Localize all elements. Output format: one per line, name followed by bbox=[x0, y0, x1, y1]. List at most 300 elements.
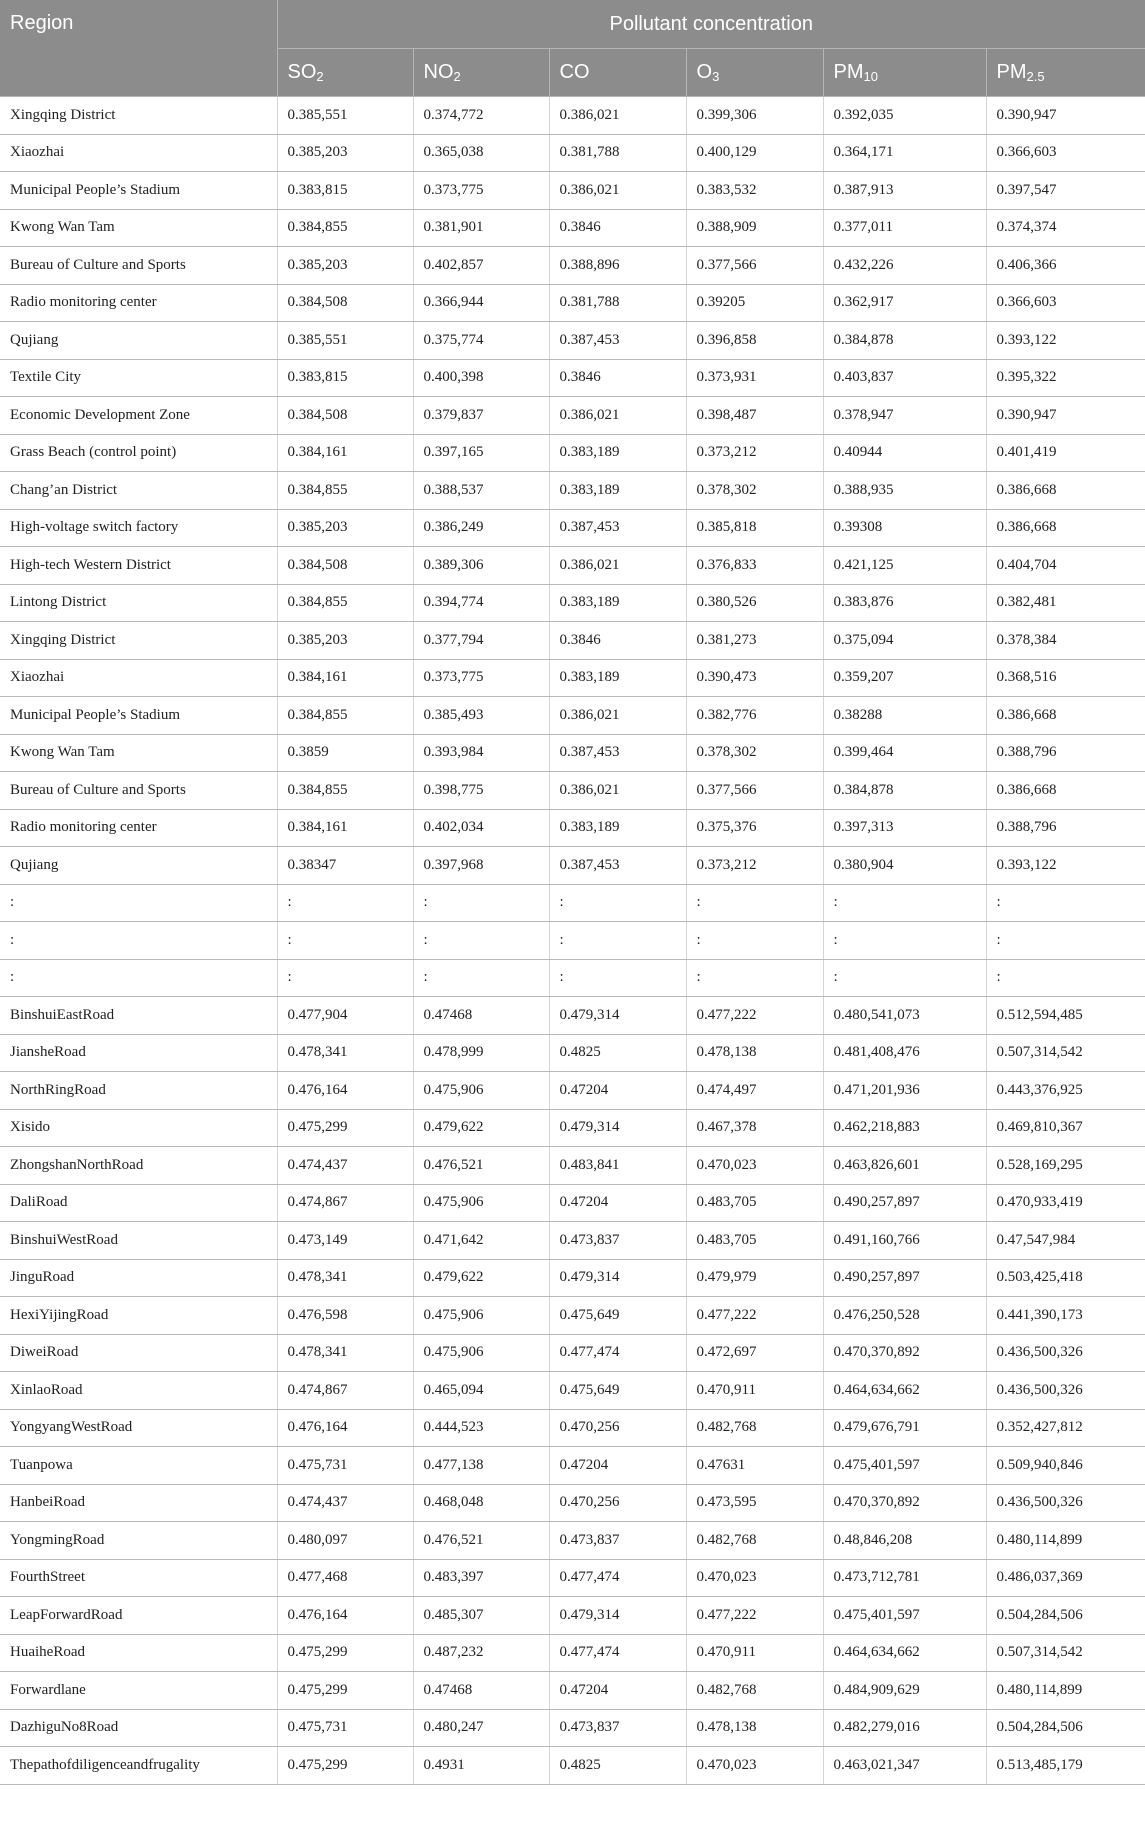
pm25-cell: 0.528,169,295 bbox=[986, 1147, 1145, 1185]
table-row bbox=[0, 284, 1145, 322]
co-cell: 0.475,649 bbox=[549, 1372, 686, 1410]
region-cell: DiweiRoad bbox=[0, 1334, 277, 1372]
pm25-cell: 0.507,314,542 bbox=[986, 1034, 1145, 1072]
o3-cell: 0.477,222 bbox=[686, 997, 823, 1035]
so2-cell: 0.475,731 bbox=[277, 1709, 413, 1747]
pm25-cell: 0.395,322 bbox=[986, 359, 1145, 397]
table-row bbox=[0, 209, 1145, 247]
o3-cell: 0.479,979 bbox=[686, 1259, 823, 1297]
no2-cell: 0.444,523 bbox=[413, 1409, 549, 1447]
table-row bbox=[0, 1634, 1145, 1672]
pm10-cell: 0.491,160,766 bbox=[823, 1222, 986, 1260]
pm10-cell: 0.377,011 bbox=[823, 209, 986, 247]
table-row bbox=[0, 1522, 1145, 1560]
region-cell: HanbeiRoad bbox=[0, 1484, 277, 1522]
pm25-cell: 0.470,933,419 bbox=[986, 1184, 1145, 1222]
so2-cell: 0.384,855 bbox=[277, 209, 413, 247]
region-cell: BinshuiWestRoad bbox=[0, 1222, 277, 1260]
region-cell: HexiYijingRoad bbox=[0, 1297, 277, 1335]
table-row bbox=[0, 1259, 1145, 1297]
region-cell: XinlaoRoad bbox=[0, 1372, 277, 1410]
table-row bbox=[0, 772, 1145, 810]
so2-cell: 0.384,855 bbox=[277, 584, 413, 622]
table-row bbox=[0, 1034, 1145, 1072]
so2-cell: 0.38347 bbox=[277, 847, 413, 885]
pm10-cell: 0.482,279,016 bbox=[823, 1709, 986, 1747]
o3-cell: 0.478,138 bbox=[686, 1709, 823, 1747]
pm25-cell: 0.366,603 bbox=[986, 134, 1145, 172]
pm10-cell: 0.362,917 bbox=[823, 284, 986, 322]
co-cell: 0.383,189 bbox=[549, 472, 686, 510]
pm10-cell: : bbox=[823, 922, 986, 960]
pm10-cell: 0.380,904 bbox=[823, 847, 986, 885]
co-cell: 0.3846 bbox=[549, 359, 686, 397]
no2-cell: 0.373,775 bbox=[413, 172, 549, 210]
no2-cell: 0.386,249 bbox=[413, 509, 549, 547]
no2-cell: 0.475,906 bbox=[413, 1297, 549, 1335]
pm10-cell: 0.383,876 bbox=[823, 584, 986, 622]
o3-cell: 0.477,222 bbox=[686, 1597, 823, 1635]
co-cell: 0.4825 bbox=[549, 1747, 686, 1785]
so2-cell: 0.474,437 bbox=[277, 1147, 413, 1185]
co-cell: 0.473,837 bbox=[549, 1709, 686, 1747]
no2-cell: 0.366,944 bbox=[413, 284, 549, 322]
table-row bbox=[0, 472, 1145, 510]
pollutant-header-o3: $O_3$ bbox=[686, 49, 823, 97]
no2-cell: 0.397,165 bbox=[413, 434, 549, 472]
o3-cell: 0.470,023 bbox=[686, 1559, 823, 1597]
region-cell: Bureau of Culture and Sports bbox=[0, 247, 277, 285]
pm10-cell: 0.470,370,892 bbox=[823, 1334, 986, 1372]
so2-cell: : bbox=[277, 884, 413, 922]
pm10-cell: 0.464,634,662 bbox=[823, 1372, 986, 1410]
pm10-cell: : bbox=[823, 884, 986, 922]
o3-cell: 0.400,129 bbox=[686, 134, 823, 172]
region-cell: Xiaozhai bbox=[0, 134, 277, 172]
no2-cell: 0.483,397 bbox=[413, 1559, 549, 1597]
pm10-cell: 0.384,878 bbox=[823, 322, 986, 360]
table-row bbox=[0, 547, 1145, 585]
pm10-cell: 0.479,676,791 bbox=[823, 1409, 986, 1447]
pm25-cell: 0.390,947 bbox=[986, 97, 1145, 135]
co-cell: 0.387,453 bbox=[549, 847, 686, 885]
pm25-cell: 0.509,940,846 bbox=[986, 1447, 1145, 1485]
co-cell: 0.483,841 bbox=[549, 1147, 686, 1185]
co-cell: 0.383,189 bbox=[549, 809, 686, 847]
table-row bbox=[0, 1409, 1145, 1447]
no2-cell: 0.477,138 bbox=[413, 1447, 549, 1485]
co-cell: 0.388,896 bbox=[549, 247, 686, 285]
no2-cell: 0.475,906 bbox=[413, 1072, 549, 1110]
so2-cell: 0.475,731 bbox=[277, 1447, 413, 1485]
region-cell: Municipal People’s Stadium bbox=[0, 697, 277, 735]
table-row bbox=[0, 997, 1145, 1035]
o3-cell: 0.47631 bbox=[686, 1447, 823, 1485]
pm25-cell: 0.406,366 bbox=[986, 247, 1145, 285]
region-cell: Economic Development Zone bbox=[0, 397, 277, 435]
co-cell: 0.477,474 bbox=[549, 1334, 686, 1372]
so2-cell: 0.474,867 bbox=[277, 1184, 413, 1222]
pm25-cell: 0.366,603 bbox=[986, 284, 1145, 322]
no2-cell: 0.389,306 bbox=[413, 547, 549, 585]
pm25-cell: 0.388,796 bbox=[986, 809, 1145, 847]
no2-cell: 0.400,398 bbox=[413, 359, 549, 397]
table-row bbox=[0, 359, 1145, 397]
so2-cell: 0.384,855 bbox=[277, 472, 413, 510]
pm10-cell: 0.480,541,073 bbox=[823, 997, 986, 1035]
no2-cell: 0.381,901 bbox=[413, 209, 549, 247]
region-cell: FourthStreet bbox=[0, 1559, 277, 1597]
o3-cell: 0.482,768 bbox=[686, 1522, 823, 1560]
no2-cell: 0.475,906 bbox=[413, 1184, 549, 1222]
o3-cell: 0.39205 bbox=[686, 284, 823, 322]
pm10-cell: 0.403,837 bbox=[823, 359, 986, 397]
pm25-cell: 0.486,037,369 bbox=[986, 1559, 1145, 1597]
co-cell: 0.479,314 bbox=[549, 997, 686, 1035]
o3-cell: 0.377,566 bbox=[686, 772, 823, 810]
o3-cell: 0.482,768 bbox=[686, 1672, 823, 1710]
pm25-cell: 0.480,114,899 bbox=[986, 1522, 1145, 1560]
pollutant-header-so2: $SO_2$ bbox=[277, 49, 413, 97]
pm25-cell: 0.390,947 bbox=[986, 397, 1145, 435]
pm25-cell: 0.401,419 bbox=[986, 434, 1145, 472]
co-cell: 0.386,021 bbox=[549, 397, 686, 435]
table-row bbox=[0, 1672, 1145, 1710]
region-cell: JinguRoad bbox=[0, 1259, 277, 1297]
no2-cell: 0.475,906 bbox=[413, 1334, 549, 1372]
table-row bbox=[0, 847, 1145, 885]
so2-cell: 0.385,551 bbox=[277, 322, 413, 360]
o3-cell: 0.380,526 bbox=[686, 584, 823, 622]
table-row bbox=[0, 509, 1145, 547]
pm10-cell: 0.471,201,936 bbox=[823, 1072, 986, 1110]
o3-cell: 0.470,911 bbox=[686, 1372, 823, 1410]
pollutant-header-pm10: $PM_{10}$ bbox=[823, 49, 986, 97]
co-cell: 0.383,189 bbox=[549, 659, 686, 697]
so2-cell: : bbox=[277, 959, 413, 997]
table-row bbox=[0, 734, 1145, 772]
o3-cell: : bbox=[686, 884, 823, 922]
table-row bbox=[0, 397, 1145, 435]
no2-cell: 0.47468 bbox=[413, 997, 549, 1035]
no2-cell: 0.479,622 bbox=[413, 1259, 549, 1297]
region-cell: Bureau of Culture and Sports bbox=[0, 772, 277, 810]
pm10-cell: 0.484,909,629 bbox=[823, 1672, 986, 1710]
pm25-cell: 0.368,516 bbox=[986, 659, 1145, 697]
region-cell: Kwong Wan Tam bbox=[0, 209, 277, 247]
o3-cell: 0.470,911 bbox=[686, 1634, 823, 1672]
pm25-cell: 0.374,374 bbox=[986, 209, 1145, 247]
pm25-cell: 0.382,481 bbox=[986, 584, 1145, 622]
table-row bbox=[0, 1184, 1145, 1222]
co-cell: : bbox=[549, 959, 686, 997]
pm25-cell: 0.504,284,506 bbox=[986, 1597, 1145, 1635]
table-header bbox=[0, 0, 1145, 97]
pm25-cell: 0.443,376,925 bbox=[986, 1072, 1145, 1110]
co-cell: 0.473,837 bbox=[549, 1522, 686, 1560]
pm10-cell: 0.38288 bbox=[823, 697, 986, 735]
no2-cell: 0.385,493 bbox=[413, 697, 549, 735]
pm25-cell: 0.388,796 bbox=[986, 734, 1145, 772]
table-row bbox=[0, 1709, 1145, 1747]
so2-cell: 0.474,437 bbox=[277, 1484, 413, 1522]
table-row bbox=[0, 134, 1145, 172]
no2-cell: 0.468,048 bbox=[413, 1484, 549, 1522]
co-cell: 0.386,021 bbox=[549, 697, 686, 735]
o3-cell: 0.399,306 bbox=[686, 97, 823, 135]
table-row bbox=[0, 884, 1145, 922]
table-row bbox=[0, 97, 1145, 135]
no2-cell: 0.471,642 bbox=[413, 1222, 549, 1260]
pm10-cell: 0.378,947 bbox=[823, 397, 986, 435]
no2-cell: 0.365,038 bbox=[413, 134, 549, 172]
no2-cell: 0.478,999 bbox=[413, 1034, 549, 1072]
table-row bbox=[0, 172, 1145, 210]
o3-cell: 0.373,931 bbox=[686, 359, 823, 397]
pm10-cell: 0.475,401,597 bbox=[823, 1597, 986, 1635]
no2-cell: 0.373,775 bbox=[413, 659, 549, 697]
pm10-cell: 0.384,878 bbox=[823, 772, 986, 810]
pm25-cell: 0.480,114,899 bbox=[986, 1672, 1145, 1710]
no2-cell: : bbox=[413, 884, 549, 922]
so2-cell: 0.478,341 bbox=[277, 1034, 413, 1072]
co-cell: 0.3846 bbox=[549, 209, 686, 247]
region-cell: DazhiguNo8Road bbox=[0, 1709, 277, 1747]
o3-cell: 0.381,273 bbox=[686, 622, 823, 660]
o3-cell: 0.478,138 bbox=[686, 1034, 823, 1072]
o3-cell: : bbox=[686, 922, 823, 960]
pm25-cell: 0.393,122 bbox=[986, 322, 1145, 360]
o3-cell: 0.373,212 bbox=[686, 847, 823, 885]
pollutant-header-pm25: $PM_{2.5}$ bbox=[986, 49, 1145, 97]
co-cell: 0.479,314 bbox=[549, 1259, 686, 1297]
table-body bbox=[0, 97, 1145, 1785]
o3-cell: 0.470,023 bbox=[686, 1147, 823, 1185]
pm25-cell: 0.436,500,326 bbox=[986, 1372, 1145, 1410]
no2-cell: 0.397,968 bbox=[413, 847, 549, 885]
o3-cell: 0.373,212 bbox=[686, 434, 823, 472]
co-cell: 0.470,256 bbox=[549, 1409, 686, 1447]
pm10-cell: 0.475,401,597 bbox=[823, 1447, 986, 1485]
table-row bbox=[0, 1559, 1145, 1597]
co-cell: 0.386,021 bbox=[549, 547, 686, 585]
region-cell: Xiaozhai bbox=[0, 659, 277, 697]
no2-cell: 0.393,984 bbox=[413, 734, 549, 772]
o3-cell: 0.470,023 bbox=[686, 1747, 823, 1785]
o3-cell: 0.398,487 bbox=[686, 397, 823, 435]
pm25-cell: 0.513,485,179 bbox=[986, 1747, 1145, 1785]
pm10-cell: 0.359,207 bbox=[823, 659, 986, 697]
pm25-cell: 0.504,284,506 bbox=[986, 1709, 1145, 1747]
region-cell: Chang’an District bbox=[0, 472, 277, 510]
pm25-cell: 0.503,425,418 bbox=[986, 1259, 1145, 1297]
so2-cell: 0.476,598 bbox=[277, 1297, 413, 1335]
o3-cell: 0.375,376 bbox=[686, 809, 823, 847]
so2-cell: 0.474,867 bbox=[277, 1372, 413, 1410]
pm10-cell: 0.39308 bbox=[823, 509, 986, 547]
table-row bbox=[0, 1334, 1145, 1372]
so2-cell: 0.477,904 bbox=[277, 997, 413, 1035]
table-row bbox=[0, 1297, 1145, 1335]
no2-cell: 0.398,775 bbox=[413, 772, 549, 810]
table-row bbox=[0, 659, 1145, 697]
no2-cell: 0.465,094 bbox=[413, 1372, 549, 1410]
so2-cell: 0.384,508 bbox=[277, 397, 413, 435]
region-cell: JiansheRoad bbox=[0, 1034, 277, 1072]
pm10-cell: 0.399,464 bbox=[823, 734, 986, 772]
region-cell: High-tech Western District bbox=[0, 547, 277, 585]
table-row bbox=[0, 1109, 1145, 1147]
pm10-cell: 0.48,846,208 bbox=[823, 1522, 986, 1560]
co-cell: 0.477,474 bbox=[549, 1559, 686, 1597]
so2-cell: 0.384,161 bbox=[277, 659, 413, 697]
region-cell: Forwardlane bbox=[0, 1672, 277, 1710]
pm25-cell: 0.386,668 bbox=[986, 772, 1145, 810]
co-cell: 0.381,788 bbox=[549, 134, 686, 172]
no2-cell: 0.476,521 bbox=[413, 1522, 549, 1560]
o3-cell: 0.472,697 bbox=[686, 1334, 823, 1372]
no2-cell: 0.487,232 bbox=[413, 1634, 549, 1672]
no2-cell: 0.476,521 bbox=[413, 1147, 549, 1185]
no2-cell: 0.485,307 bbox=[413, 1597, 549, 1635]
co-cell: 0.381,788 bbox=[549, 284, 686, 322]
so2-cell: 0.476,164 bbox=[277, 1072, 413, 1110]
pollutant-header-co: CO bbox=[549, 49, 686, 97]
region-cell: YongmingRoad bbox=[0, 1522, 277, 1560]
table-row bbox=[0, 1484, 1145, 1522]
pm25-cell: 0.47,547,984 bbox=[986, 1222, 1145, 1260]
so2-cell: 0.383,815 bbox=[277, 172, 413, 210]
so2-cell: 0.476,164 bbox=[277, 1409, 413, 1447]
table-row bbox=[0, 1372, 1145, 1410]
co-cell: 0.47204 bbox=[549, 1447, 686, 1485]
so2-cell: 0.475,299 bbox=[277, 1634, 413, 1672]
no2-cell: 0.402,857 bbox=[413, 247, 549, 285]
region-cell: : bbox=[0, 922, 277, 960]
pm10-cell: 0.432,226 bbox=[823, 247, 986, 285]
pm25-cell: 0.507,314,542 bbox=[986, 1634, 1145, 1672]
co-cell: 0.4825 bbox=[549, 1034, 686, 1072]
so2-cell: 0.385,203 bbox=[277, 622, 413, 660]
co-cell: 0.47204 bbox=[549, 1072, 686, 1110]
no2-cell: : bbox=[413, 959, 549, 997]
pm25-cell: 0.386,668 bbox=[986, 472, 1145, 510]
pm25-cell: 0.386,668 bbox=[986, 697, 1145, 735]
region-cell: ZhongshanNorthRoad bbox=[0, 1147, 277, 1185]
o3-cell: 0.378,302 bbox=[686, 472, 823, 510]
table-row bbox=[0, 1597, 1145, 1635]
pm10-cell: 0.462,218,883 bbox=[823, 1109, 986, 1147]
o3-cell: 0.385,818 bbox=[686, 509, 823, 547]
pm10-cell: 0.375,094 bbox=[823, 622, 986, 660]
co-cell: 0.386,021 bbox=[549, 97, 686, 135]
pm10-cell: 0.364,171 bbox=[823, 134, 986, 172]
co-cell: 0.477,474 bbox=[549, 1634, 686, 1672]
co-cell: 0.479,314 bbox=[549, 1597, 686, 1635]
pm10-cell: 0.397,313 bbox=[823, 809, 986, 847]
so2-cell: 0.384,508 bbox=[277, 284, 413, 322]
region-cell: Kwong Wan Tam bbox=[0, 734, 277, 772]
pm25-cell: 0.441,390,173 bbox=[986, 1297, 1145, 1335]
region-cell: HuaiheRoad bbox=[0, 1634, 277, 1672]
pm10-cell: 0.463,021,347 bbox=[823, 1747, 986, 1785]
no2-cell: 0.377,794 bbox=[413, 622, 549, 660]
o3-cell: 0.483,705 bbox=[686, 1222, 823, 1260]
region-cell: Qujiang bbox=[0, 847, 277, 885]
co-cell: 0.386,021 bbox=[549, 772, 686, 810]
table-row bbox=[0, 1222, 1145, 1260]
table-row bbox=[0, 247, 1145, 285]
pm25-cell: 0.352,427,812 bbox=[986, 1409, 1145, 1447]
so2-cell: 0.385,203 bbox=[277, 134, 413, 172]
so2-cell: 0.385,551 bbox=[277, 97, 413, 135]
so2-cell: 0.475,299 bbox=[277, 1672, 413, 1710]
table-row bbox=[0, 922, 1145, 960]
region-cell: Textile City bbox=[0, 359, 277, 397]
pm25-cell: 0.404,704 bbox=[986, 547, 1145, 585]
no2-cell: 0.4931 bbox=[413, 1747, 549, 1785]
no2-cell: 0.394,774 bbox=[413, 584, 549, 622]
no2-cell: 0.375,774 bbox=[413, 322, 549, 360]
region-cell: Municipal People’s Stadium bbox=[0, 172, 277, 210]
o3-cell: 0.383,532 bbox=[686, 172, 823, 210]
pm25-cell: 0.386,668 bbox=[986, 509, 1145, 547]
so2-cell: 0.475,299 bbox=[277, 1109, 413, 1147]
pm10-cell: 0.40944 bbox=[823, 434, 986, 472]
table-row bbox=[0, 584, 1145, 622]
pm10-cell: 0.490,257,897 bbox=[823, 1259, 986, 1297]
so2-cell: 0.384,855 bbox=[277, 772, 413, 810]
co-cell: : bbox=[549, 922, 686, 960]
pm10-cell: 0.470,370,892 bbox=[823, 1484, 986, 1522]
o3-cell: : bbox=[686, 959, 823, 997]
co-cell: 0.387,453 bbox=[549, 734, 686, 772]
o3-cell: 0.482,768 bbox=[686, 1409, 823, 1447]
table-row bbox=[0, 959, 1145, 997]
so2-cell: 0.385,203 bbox=[277, 247, 413, 285]
pm10-cell: : bbox=[823, 959, 986, 997]
so2-cell: 0.3859 bbox=[277, 734, 413, 772]
so2-cell: 0.473,149 bbox=[277, 1222, 413, 1260]
o3-cell: 0.378,302 bbox=[686, 734, 823, 772]
so2-cell: 0.384,508 bbox=[277, 547, 413, 585]
table-row bbox=[0, 1147, 1145, 1185]
pm25-cell: 0.378,384 bbox=[986, 622, 1145, 660]
pm25-cell: : bbox=[986, 959, 1145, 997]
co-cell: 0.386,021 bbox=[549, 172, 686, 210]
co-cell: 0.470,256 bbox=[549, 1484, 686, 1522]
region-cell: Grass Beach (control point) bbox=[0, 434, 277, 472]
so2-cell: 0.477,468 bbox=[277, 1559, 413, 1597]
pm25-cell: 0.469,810,367 bbox=[986, 1109, 1145, 1147]
pollutant-group-header: Pollutant concentration bbox=[277, 0, 1145, 49]
region-cell: LeapForwardRoad bbox=[0, 1597, 277, 1635]
pm10-cell: 0.388,935 bbox=[823, 472, 986, 510]
so2-cell: 0.384,161 bbox=[277, 434, 413, 472]
co-cell: 0.383,189 bbox=[549, 584, 686, 622]
so2-cell: 0.385,203 bbox=[277, 509, 413, 547]
so2-cell: 0.383,815 bbox=[277, 359, 413, 397]
no2-cell: : bbox=[413, 922, 549, 960]
pm10-cell: 0.476,250,528 bbox=[823, 1297, 986, 1335]
pm25-cell: 0.436,500,326 bbox=[986, 1334, 1145, 1372]
pm25-cell: 0.512,594,485 bbox=[986, 997, 1145, 1035]
no2-cell: 0.480,247 bbox=[413, 1709, 549, 1747]
region-cell: YongyangWestRoad bbox=[0, 1409, 277, 1447]
pm25-cell: 0.393,122 bbox=[986, 847, 1145, 885]
pm10-cell: 0.481,408,476 bbox=[823, 1034, 986, 1072]
so2-cell: 0.476,164 bbox=[277, 1597, 413, 1635]
